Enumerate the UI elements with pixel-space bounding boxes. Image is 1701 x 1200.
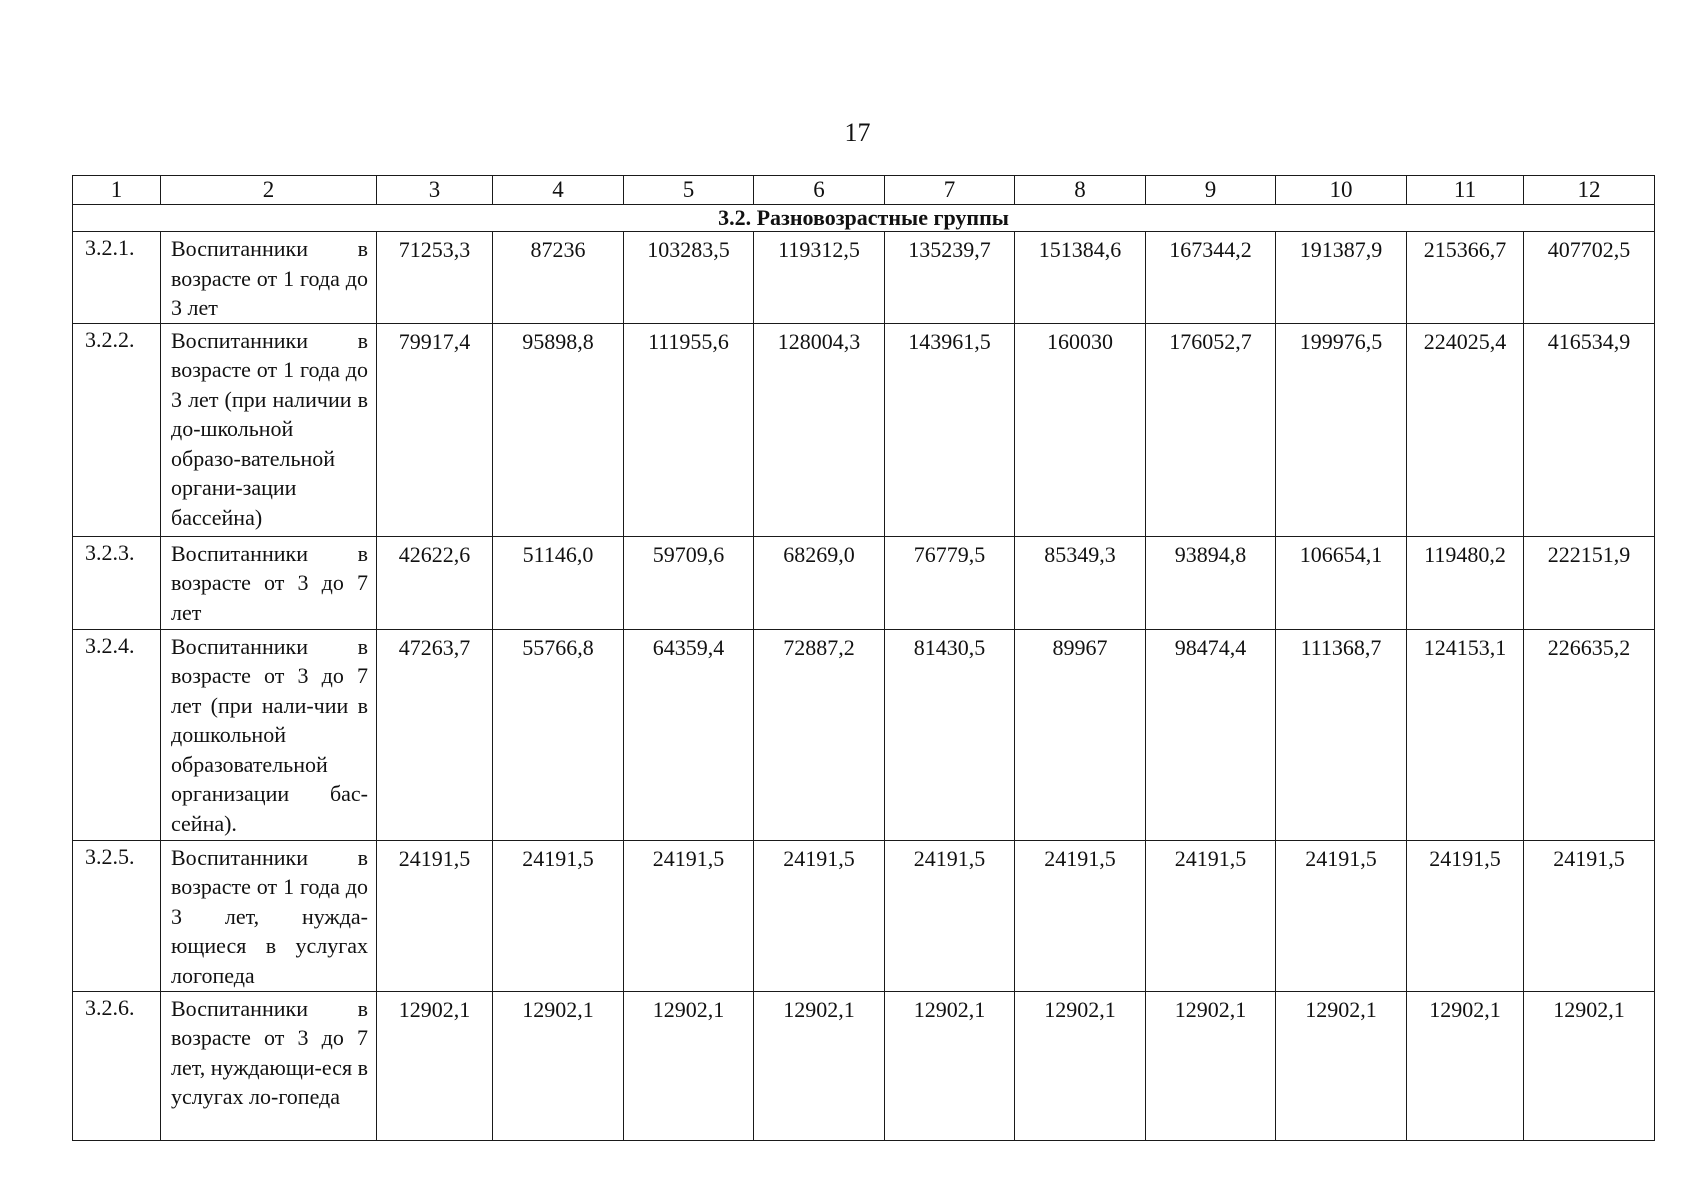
column-number-row (73, 176, 1655, 205)
value-cell: 199976,5 (1276, 323, 1407, 536)
value-cell: 47263,7 (377, 629, 493, 840)
row-description: Воспитанники в возрасте от 1 года до 3 лет, нужда-ющиеся в услугах логопеда (161, 840, 377, 991)
column-number: 1 (73, 176, 161, 205)
value-cell: 24191,5 (624, 840, 754, 991)
value-cell: 12902,1 (1524, 991, 1655, 1140)
column-number: 5 (624, 176, 754, 205)
value-cell: 12902,1 (493, 991, 624, 1140)
table-row (73, 629, 1655, 840)
value-cell: 85349,3 (1015, 536, 1146, 629)
value-cell: 12902,1 (1276, 991, 1407, 1140)
value-cell: 76779,5 (885, 536, 1015, 629)
column-number: 7 (885, 176, 1015, 205)
value-cell: 72887,2 (754, 629, 885, 840)
value-cell: 89967 (1015, 629, 1146, 840)
value-cell: 135239,7 (885, 232, 1015, 324)
table-row (73, 232, 1655, 324)
value-cell: 55766,8 (493, 629, 624, 840)
value-cell: 42622,6 (377, 536, 493, 629)
row-description: Воспитанники в возрасте от 3 до 7 лет (при нали-чии в дошкольной образовательной организации бас-сейна). (161, 629, 377, 840)
value-cell: 215366,7 (1407, 232, 1524, 324)
row-description: Воспитанники в возрасте от 1 года до 3 лет (при наличии в до-школьной образо-вательной органи-зации бассейна) (161, 323, 377, 536)
column-number: 2 (161, 176, 377, 205)
row-code: 3.2.3. (73, 536, 161, 629)
section-header-row (73, 205, 1655, 232)
value-cell: 24191,5 (493, 840, 624, 991)
row-description: Воспитанники в возрасте от 3 до 7 лет, нуждающи-еся в услугах ло-гопеда (161, 991, 377, 1140)
value-cell: 12902,1 (754, 991, 885, 1140)
value-cell: 191387,9 (1276, 232, 1407, 324)
value-cell: 24191,5 (1015, 840, 1146, 991)
value-cell: 24191,5 (1407, 840, 1524, 991)
row-code: 3.2.1. (73, 232, 161, 324)
value-cell: 12902,1 (377, 991, 493, 1140)
value-cell: 12902,1 (1407, 991, 1524, 1140)
row-code: 3.2.4. (73, 629, 161, 840)
value-cell: 87236 (493, 232, 624, 324)
value-cell: 106654,1 (1276, 536, 1407, 629)
section-title: 3.2. Разновозрастные группы (73, 205, 1655, 232)
value-cell: 12902,1 (624, 991, 754, 1140)
value-cell: 79917,4 (377, 323, 493, 536)
row-description: Воспитанники в возрасте от 1 года до 3 лет (161, 232, 377, 324)
value-cell: 81430,5 (885, 629, 1015, 840)
value-cell: 24191,5 (377, 840, 493, 991)
table-row (73, 840, 1655, 991)
value-cell: 119312,5 (754, 232, 885, 324)
value-cell: 24191,5 (1276, 840, 1407, 991)
value-cell: 143961,5 (885, 323, 1015, 536)
value-cell: 59709,6 (624, 536, 754, 629)
row-code: 3.2.2. (73, 323, 161, 536)
value-cell: 71253,3 (377, 232, 493, 324)
value-cell: 95898,8 (493, 323, 624, 536)
value-cell: 119480,2 (1407, 536, 1524, 629)
value-cell: 111368,7 (1276, 629, 1407, 840)
value-cell: 12902,1 (885, 991, 1015, 1140)
row-code: 3.2.5. (73, 840, 161, 991)
column-number: 3 (377, 176, 493, 205)
value-cell: 51146,0 (493, 536, 624, 629)
column-number: 4 (493, 176, 624, 205)
row-code: 3.2.6. (73, 991, 161, 1140)
value-cell: 167344,2 (1146, 232, 1276, 324)
value-cell: 103283,5 (624, 232, 754, 324)
column-number: 11 (1407, 176, 1524, 205)
table-row (73, 991, 1655, 1140)
value-cell: 151384,6 (1015, 232, 1146, 324)
tariff-table (72, 175, 1655, 1141)
page-number: 17 (844, 118, 871, 147)
value-cell: 24191,5 (1146, 840, 1276, 991)
value-cell: 160030 (1015, 323, 1146, 536)
value-cell: 24191,5 (754, 840, 885, 991)
value-cell: 93894,8 (1146, 536, 1276, 629)
value-cell: 12902,1 (1146, 991, 1276, 1140)
value-cell: 176052,7 (1146, 323, 1276, 536)
value-cell: 407702,5 (1524, 232, 1655, 324)
value-cell: 416534,9 (1524, 323, 1655, 536)
table-row (73, 536, 1655, 629)
value-cell: 222151,9 (1524, 536, 1655, 629)
column-number: 6 (754, 176, 885, 205)
column-number: 10 (1276, 176, 1407, 205)
value-cell: 64359,4 (624, 629, 754, 840)
value-cell: 12902,1 (1015, 991, 1146, 1140)
column-number: 8 (1015, 176, 1146, 205)
value-cell: 128004,3 (754, 323, 885, 536)
value-cell: 124153,1 (1407, 629, 1524, 840)
value-cell: 68269,0 (754, 536, 885, 629)
value-cell: 224025,4 (1407, 323, 1524, 536)
column-number: 9 (1146, 176, 1276, 205)
value-cell: 24191,5 (1524, 840, 1655, 991)
value-cell: 24191,5 (885, 840, 1015, 991)
row-description: Воспитанники в возрасте от 3 до 7 лет (161, 536, 377, 629)
value-cell: 226635,2 (1524, 629, 1655, 840)
table-row (73, 323, 1655, 536)
value-cell: 98474,4 (1146, 629, 1276, 840)
value-cell: 111955,6 (624, 323, 754, 536)
column-number: 12 (1524, 176, 1655, 205)
